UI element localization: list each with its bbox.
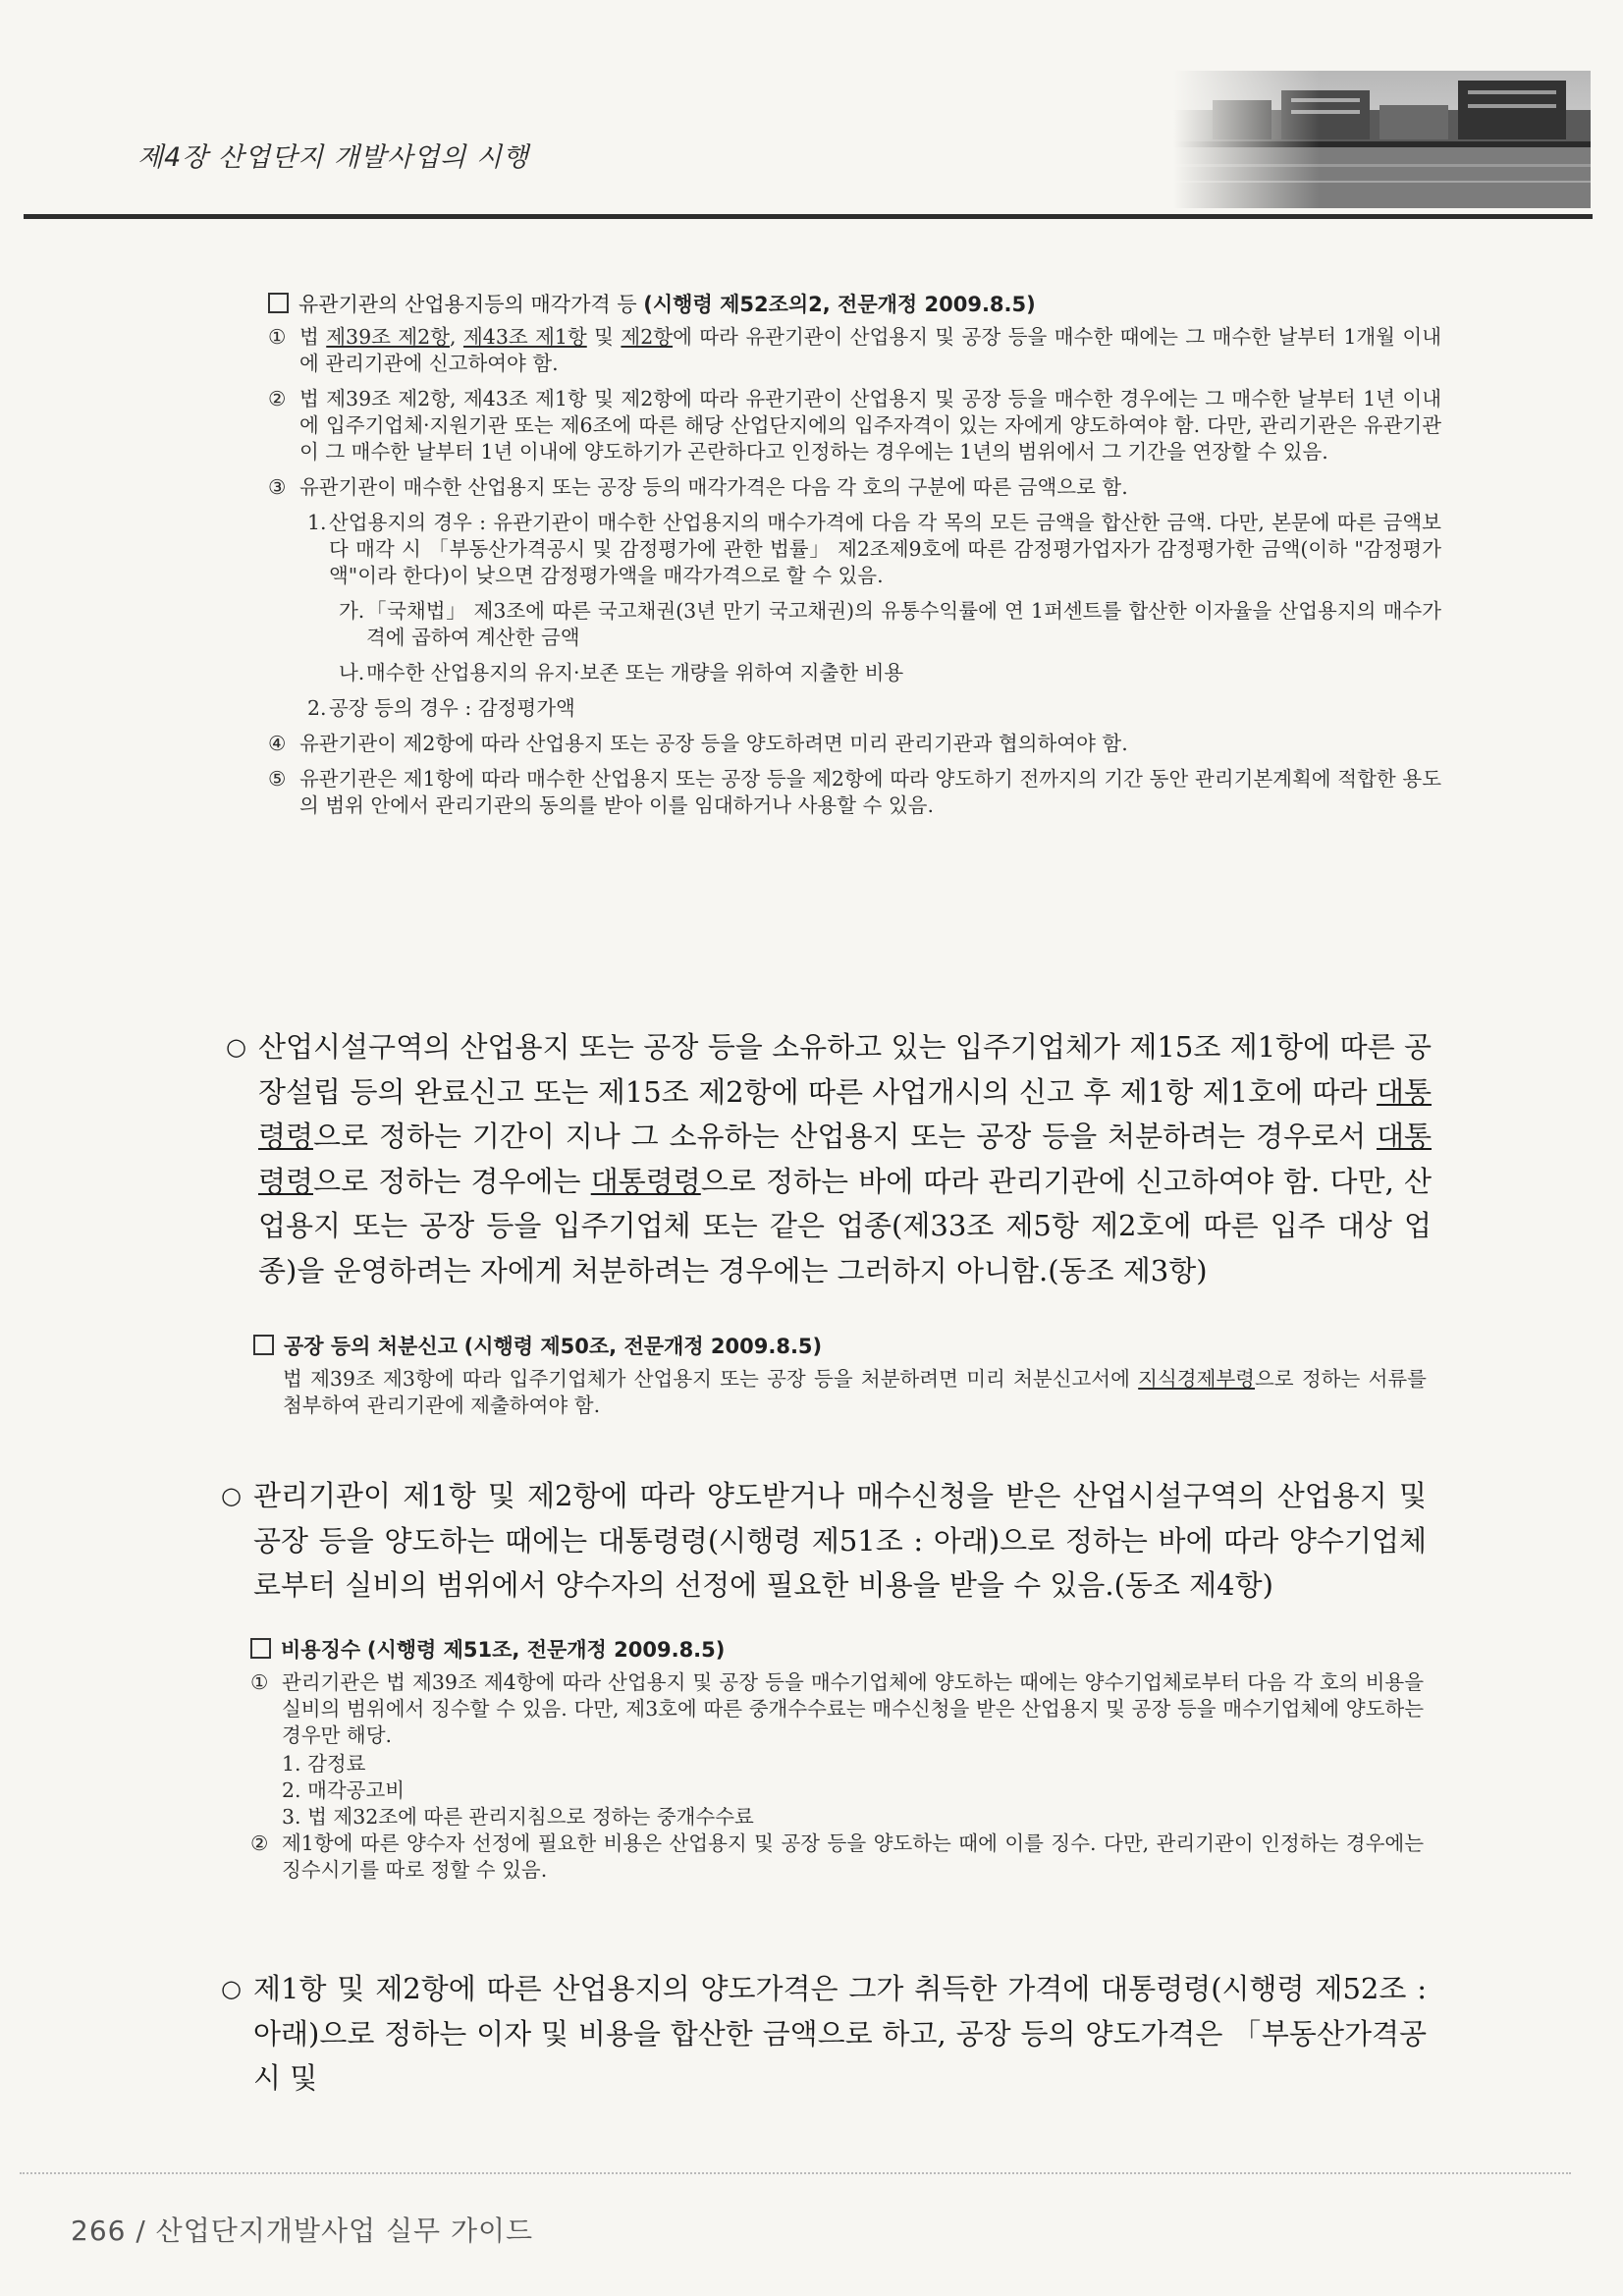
paragraph-text-part: 으로 정하는 경우에는 (313, 1164, 591, 1198)
paragraph-text-part: 으로 정하는 기간이 지나 그 소유하는 산업용지 또는 공장 등을 처분하려는 경우로서 (313, 1120, 1377, 1153)
clause-text: 제1항에 따른 양수자 선정에 필요한 비용은 산업용지 및 공장 등을 양도하는 때에 이를 징수. 다만, 관리기관이 인정하는 경우에는 징수시기를 따로 정할 수 있음. (282, 1831, 1424, 1882)
box-title (268, 292, 1441, 318)
checkbox-square-icon (268, 293, 289, 313)
sub-item (268, 695, 1441, 722)
paragraph-text-part: 산업시설구역의 산업용지 또는 공장 등을 소유하고 있는 입주기업체가 제15조 제1항에 따른 공장설립 등의 완료신고 또는 제15조 제2항에 따른 사업개시의 신고 후 제1항 제1호에 따라 (258, 1030, 1432, 1109)
bullet-circle-icon: ○ (226, 1033, 246, 1061)
clause-item (250, 1669, 1424, 1749)
box-title-ref: (시행령 제51조, 전문개정 2009.8.5) (366, 1638, 726, 1662)
sub-item-text: 산업용지의 경우 : 유관기관이 매수한 산업용지의 매수가격에 다음 각 목의 모든 금액을 합산한 금액. 다만, 본문에 따른 금액보다 매각 시 「부동산가격공시 및 감정평가에 관한 법률」 제2조제9호에 따른 감정평가업자가 감정평가한 금액(이하 "감정평가액"이라 한다)이 낮으면 감정평가액을 매각가격으로 할 수 있음. (329, 511, 1441, 587)
box-title (253, 1334, 1427, 1360)
fee-list-text: 2. 매각공고비 (282, 1778, 406, 1802)
sub-item-number: 2. (307, 696, 327, 720)
header-rule (24, 214, 1593, 219)
header-photo (1173, 71, 1591, 208)
clause-number: ⑤ (268, 767, 287, 791)
clause-number: ② (250, 1831, 269, 1855)
sub-sub-item (268, 598, 1441, 651)
law-reference: 대통령령 (590, 1164, 701, 1198)
box-title (250, 1637, 1424, 1664)
fee-list-item (250, 1777, 1424, 1804)
sub-item (268, 510, 1441, 589)
clause-item (268, 386, 1441, 465)
clause-number: ① (250, 1670, 269, 1694)
chapter-title: 제4장 산업단지 개발사업의 시행 (137, 142, 529, 173)
fee-list-item (250, 1804, 1424, 1831)
regulation-box-51 (250, 1637, 1424, 1892)
fee-list-item (250, 1751, 1424, 1777)
clause-text-part: 에 따라 유관기관이 산업용지 및 공장 등을 매수한 때에는 그 매수한 날부터 1개월 이내에 관리기관에 신고하여야 함. (299, 325, 1442, 375)
clause-text (283, 1366, 1427, 1419)
clause-number: ③ (268, 475, 287, 499)
body-paragraph-transfer-price (221, 1967, 1427, 2102)
paragraph-text-part: 으로 정하는 바에 따라 관리기관에 신고하여야 함. 다만, 산업용지 또는 공장 등을 입주기업체 또는 같은 업종(제33조 제5항 제2호에 따른 입주 대상 업종)을 운영하려는 자에게 처분하려는 경우에는 그러하지 아니함.(동조 제3항) (258, 1164, 1433, 1287)
clause-text: 유관기관은 제1항에 따라 매수한 산업용지 또는 공장 등을 제2항에 따라 양도하기 전까지의 기간 동안 관리기본계획에 적합한 용도의 범위 안에서 관리기관의 동의를 받아 이를 임대하거나 사용할 수 있음. (299, 767, 1441, 817)
fee-list-text: 3. 법 제32조에 따른 관리지침으로 정하는 중개수수료 (282, 1805, 754, 1829)
clause-text: 법 제39조 제2항, 제43조 제1항 및 제2항에 따라 유관기관이 산업용지 및 공장 등을 매수한 경우에는 그 매수한 날부터 1년 이내에 입주기업체·지원기관 또는 제6조에 따른 해당 산업단지에의 입주자격이 있는 자에게 양도하여야 함. 다만, 관리기관은 유관기관이 그 매수한 날부터 1년 이내에 양도하기가 곤란하다고 인정하는 경우에는 1년의 범위에서 그 기간을 연장할 수 있음. (299, 387, 1441, 464)
bullet-circle-icon: ○ (221, 1975, 242, 2002)
paragraph-text: 제1항 및 제2항에 따른 산업용지의 양도가격은 그가 취득한 가격에 대통령령(시행령 제52조 : 아래)으로 정하는 이자 및 비용을 합산한 금액으로 하고, 공장 등의 양도가격은 「부동산가격공시 및 (253, 1972, 1427, 2095)
fee-list-text: 1. 감정료 (282, 1752, 366, 1776)
sub-item-number: 1. (307, 511, 327, 534)
paragraph-text: 관리기관이 제1항 및 제2항에 따라 양도받거나 매수신청을 받은 산업시설구역의 산업용지 및 공장 등을 양도하는 때에는 대통령령(시행령 제51조 : 아래)으로 정하는 바에 따라 양수기업체로부터 실비의 범위에서 양수자의 선정에 필요한 비용을 받을 수 있음.(동조 제4항) (253, 1479, 1427, 1602)
paragraph-text (258, 1025, 1432, 1293)
clause-item (268, 731, 1441, 757)
clause-text-part: , (450, 325, 463, 349)
clause-number: ① (268, 325, 287, 349)
box-title-text: 유관기관의 산업용지등의 매각가격 등 (298, 293, 637, 316)
box-title-ref: (시행령 제50조, 전문개정 2009.8.5) (463, 1335, 823, 1358)
clause-text (299, 324, 1441, 377)
law-reference: 대통령령 (258, 1074, 1432, 1153)
regulation-box-52-2 (268, 292, 1441, 828)
regulation-box-50 (253, 1334, 1427, 1428)
sub-sub-item-number: 나. (339, 661, 365, 684)
footer-rule (20, 2172, 1571, 2174)
clause-item (250, 1831, 1424, 1884)
checkbox-square-icon (250, 1638, 271, 1659)
sub-sub-item-text: 「국채법」 제3조에 따른 국고채권(3년 만기 국고채권)의 유통수익률에 연 1퍼센트를 합산한 이자율을 산업용지의 매수가격에 곱하여 계산한 금액 (366, 599, 1441, 649)
clause-text-part: 법 (299, 325, 327, 349)
sub-sub-item-number: 가. (339, 599, 365, 623)
clause-text: 유관기관이 제2항에 따라 산업용지 또는 공장 등을 양도하려면 미리 관리기관과 협의하여야 함. (299, 732, 1128, 755)
clause-text: 유관기관이 매수한 산업용지 또는 공장 등의 매각가격은 다음 각 호의 구분에 따른 금액으로 함. (299, 475, 1128, 499)
clause-text: 관리기관은 법 제39조 제4항에 따라 산업용지 및 공장 등을 매수기업체에 양도하는 때에는 양수기업체로부터 다음 각 호의 비용을 실비의 범위에서 징수할 수 있음. 다만, 제3호에 따른 중개수수료는 매수신청을 받은 산업용지 및 공장 등을 매수기업체에 양도하는 경우만 해당. (282, 1670, 1424, 1747)
box-title-text: 비용징수 (281, 1638, 361, 1662)
page-footer: 266 / 산업단지개발사업 실무 가이드 (71, 2214, 534, 2247)
clause-number: ④ (268, 732, 287, 755)
law-reference: 대통령령 (258, 1120, 1432, 1198)
clause-item (253, 1366, 1427, 1419)
checkbox-square-icon (253, 1335, 274, 1355)
clause-number: ② (268, 387, 287, 410)
law-reference: 제39조 제2항 (326, 325, 451, 349)
law-reference: 지식경제부령 (1138, 1367, 1255, 1391)
sub-item-text: 공장 등의 경우 : 감정평가액 (329, 696, 575, 720)
clause-item (268, 766, 1441, 819)
sub-sub-item (268, 660, 1441, 686)
sub-sub-item-text: 매수한 산업용지의 유지·보존 또는 개량을 위하여 지출한 비용 (366, 661, 904, 684)
body-paragraph-fee-collection (221, 1474, 1427, 1609)
law-reference: 제43조 제1항 (462, 325, 587, 349)
clause-text-part: 및 (586, 325, 622, 349)
law-reference: 제2항 (621, 325, 674, 349)
clause-text-part: 으로 정하는 서류를 첨부하여 관리기관에 제출하여야 함. (283, 1367, 1427, 1417)
bullet-circle-icon: ○ (221, 1482, 242, 1509)
clause-item (268, 474, 1441, 501)
box-title-text: 공장 등의 처분신고 (284, 1335, 458, 1358)
clause-text-part: 법 제39조 제3항에 따라 입주기업체가 산업용지 또는 공장 등을 처분하려면 미리 처분신고서에 (283, 1367, 1139, 1391)
box-title-ref: (시행령 제52조의2, 전문개정 2009.8.5) (643, 293, 1036, 316)
body-paragraph-disposal-report (226, 1025, 1433, 1293)
clause-item (268, 324, 1441, 377)
